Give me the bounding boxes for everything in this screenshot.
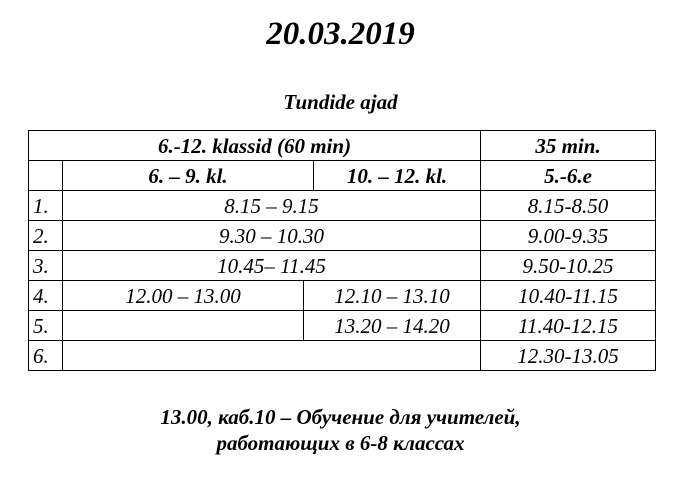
table-header-row [29,131,656,161]
subheader-empty-cell [29,161,63,191]
lesson-time-35min: 9.50-10.25 [481,251,656,281]
lesson-time-35min: 9.00-9.35 [481,221,656,251]
document-date: 20.03.2019 [266,16,415,52]
lesson-number: 3. [29,251,63,281]
teacher-training-note [0,404,681,456]
table-row [29,191,656,221]
table-row [29,251,656,281]
table-subheader-row [29,161,656,191]
lesson-number: 4. [29,281,63,311]
lesson-time-grades-10-12: 12.10 – 13.10 [304,281,481,311]
lesson-number: 6. [29,341,63,371]
table-row [29,281,656,311]
table-row [29,311,656,341]
lesson-time-60min: 10.45– 11.45 [63,251,481,281]
document-subtitle: Tundide ajad [283,90,398,114]
header-classes-60min: 6.-12. klassid (60 min) [29,131,481,161]
lesson-number: 1. [29,191,63,221]
lesson-time-grades-6-9 [63,311,304,341]
lesson-number: 2. [29,221,63,251]
lesson-time-grades-6-9: 12.00 – 13.00 [63,281,304,311]
note-line-2: работающих в 6-8 классах [216,431,465,455]
lesson-time-35min: 10.40-11.15 [481,281,656,311]
lesson-time-35min: 8.15-8.50 [481,191,656,221]
note-line-1: 13.00, каб.10 – Обучение для учителей, [160,405,521,429]
lesson-time-35min: 12.30-13.05 [481,341,656,371]
table-row [29,341,656,371]
header-35min: 35 min. [481,131,656,161]
lesson-time-60min: 8.15 – 9.15 [63,191,481,221]
subheader-grades-10-12: 10. – 12. kl. [314,161,481,191]
lesson-times-table [28,130,656,371]
subheader-grades-5-6: 5.-6.e [481,161,656,191]
lesson-number: 5. [29,311,63,341]
lesson-time-60min [63,341,481,371]
lesson-time-grades-10-12: 13.20 – 14.20 [304,311,481,341]
subheader-grades-6-9: 6. – 9. kl. [63,161,314,191]
lesson-time-35min: 11.40-12.15 [481,311,656,341]
lesson-time-60min: 9.30 – 10.30 [63,221,481,251]
table-row [29,221,656,251]
